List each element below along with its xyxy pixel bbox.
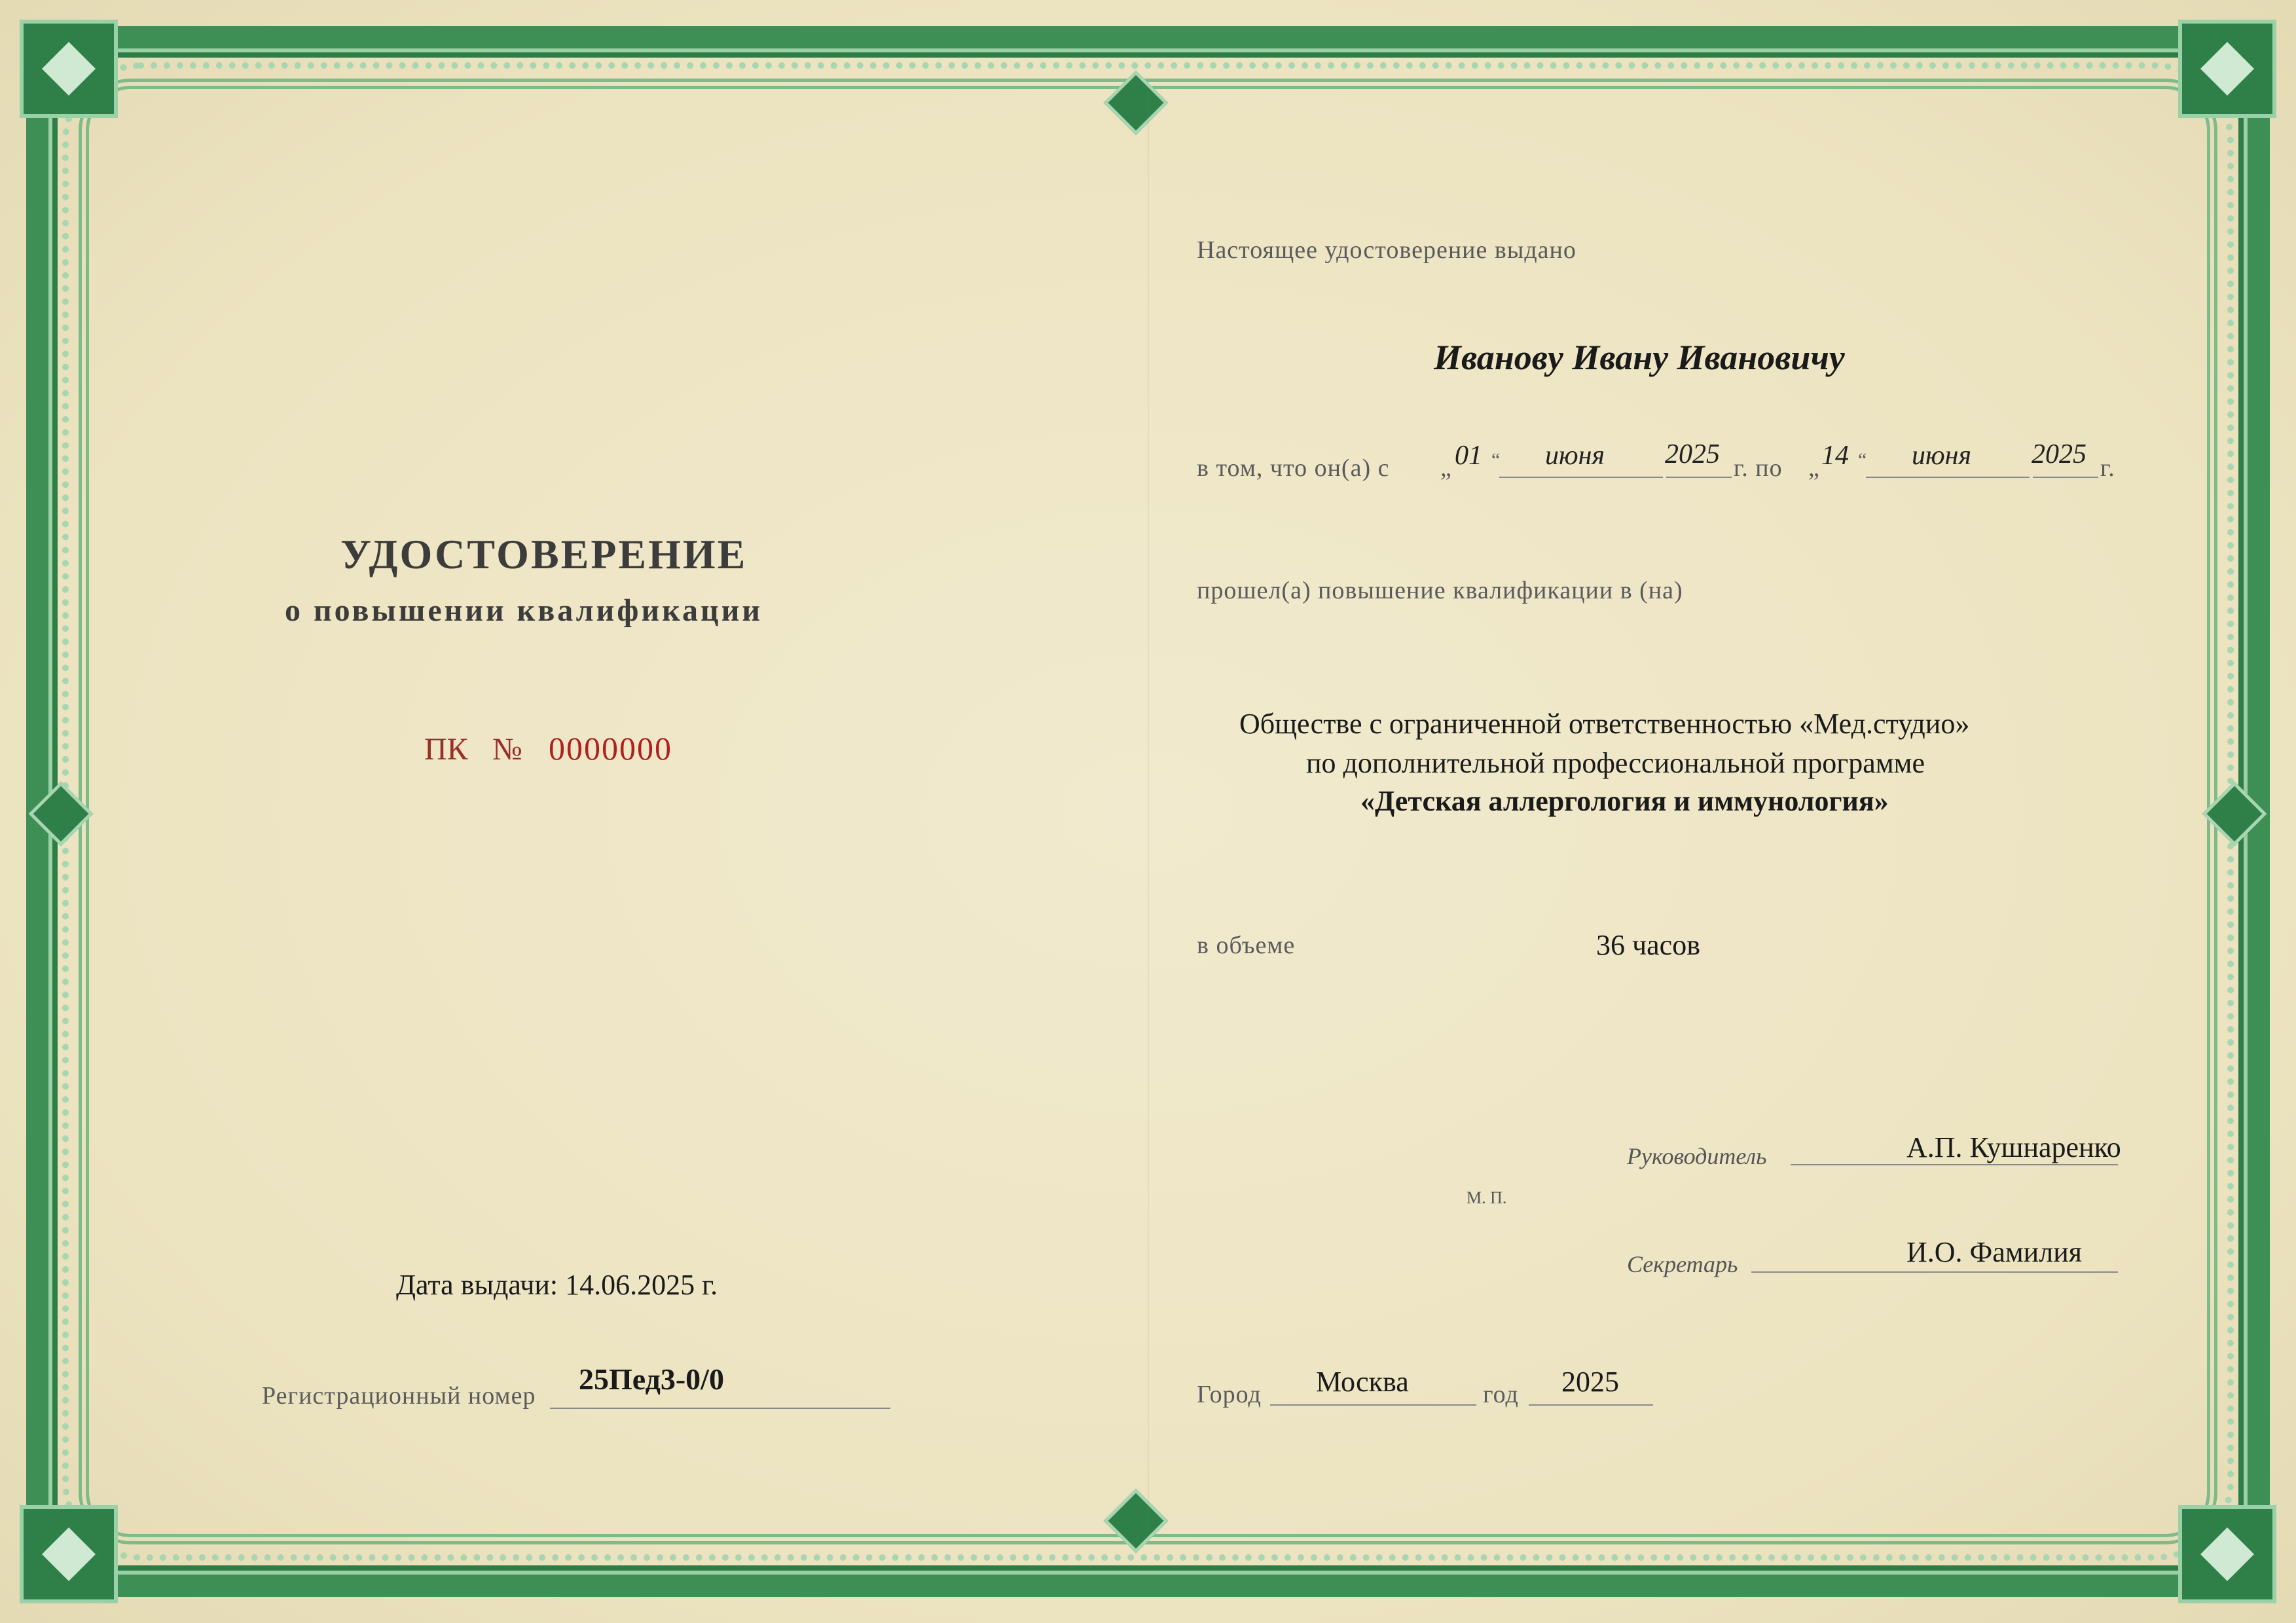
volume-label: в объеме <box>1197 932 1296 959</box>
city-line <box>1270 1404 1476 1406</box>
start-open-quote: „ <box>1440 454 1452 482</box>
page-fold <box>1148 92 1149 1532</box>
passed-label: прошел(а) повышение квалификации в (на) <box>1197 577 1683 604</box>
year-line <box>1529 1404 1653 1406</box>
year-label: год <box>1483 1381 1519 1408</box>
period-label: в том, что он(а) с <box>1197 454 1390 482</box>
number-sign: № <box>492 732 522 767</box>
start-month: июня <box>1545 441 1605 471</box>
registration-label: Регистрационный номер <box>262 1382 536 1410</box>
end-year: 2025 <box>2032 439 2086 469</box>
start-month-line <box>1499 477 1663 478</box>
volume-hours: 36 часов <box>1596 929 1700 961</box>
document-title: УДОСТОВЕРЕНИЕ <box>340 531 748 577</box>
certificate-number: 0000000 <box>549 730 672 767</box>
corner-ornament-bottom-right <box>2178 1505 2276 1603</box>
end-year-suffix: г. <box>2100 454 2115 482</box>
recipient-name: Иванову Ивану Ивановичу <box>1434 338 1845 377</box>
registration-number: 25Пед3-0/0 <box>579 1362 724 1396</box>
program-name: «Детская аллергология и иммунология» <box>1360 785 1889 817</box>
corner-ornament-bottom-left <box>20 1505 118 1603</box>
issued-to-label: Настоящее удостоверение выдано <box>1197 236 1576 264</box>
end-day: 14 <box>1821 441 1849 471</box>
city-name: Москва <box>1316 1366 1409 1398</box>
registration-line <box>550 1408 890 1409</box>
corner-ornament-top-left <box>20 20 118 118</box>
issue-date: Дата выдачи: 14.06.2025 г. <box>396 1269 718 1301</box>
start-year-line <box>1666 477 1732 478</box>
secretary-label: Секретарь <box>1627 1251 1738 1277</box>
start-close-quote: “ <box>1491 449 1501 471</box>
head-signature-line <box>1791 1164 2118 1165</box>
document-subtitle: о повышении квалификации <box>285 593 763 628</box>
head-name: А.П. Кушнаренко <box>1906 1131 2121 1163</box>
end-open-quote: „ <box>1808 454 1820 482</box>
stamp-place-label: М. П. <box>1467 1188 1507 1207</box>
corner-ornament-top-right <box>2178 20 2276 118</box>
start-year: 2025 <box>1665 439 1720 469</box>
organization-line-1: Обществе с ограниченной ответственностью «Мед.студио» <box>1239 708 1970 740</box>
city-label: Город <box>1197 1381 1262 1408</box>
secretary-signature-line <box>1751 1271 2118 1273</box>
end-close-quote: “ <box>1858 449 1868 471</box>
to-label: г. по <box>1734 454 1783 482</box>
issue-year: 2025 <box>1561 1366 1619 1398</box>
secretary-name: И.О. Фамилия <box>1906 1236 2082 1268</box>
end-month: июня <box>1912 441 1971 471</box>
end-month-line <box>1866 477 2030 478</box>
series-label: ПК <box>424 732 468 767</box>
start-day: 01 <box>1455 441 1482 471</box>
organization-line-2: по дополнительной профессиональной программе <box>1306 747 1925 779</box>
head-label: Руководитель <box>1627 1143 1767 1169</box>
end-year-line <box>2033 477 2098 478</box>
